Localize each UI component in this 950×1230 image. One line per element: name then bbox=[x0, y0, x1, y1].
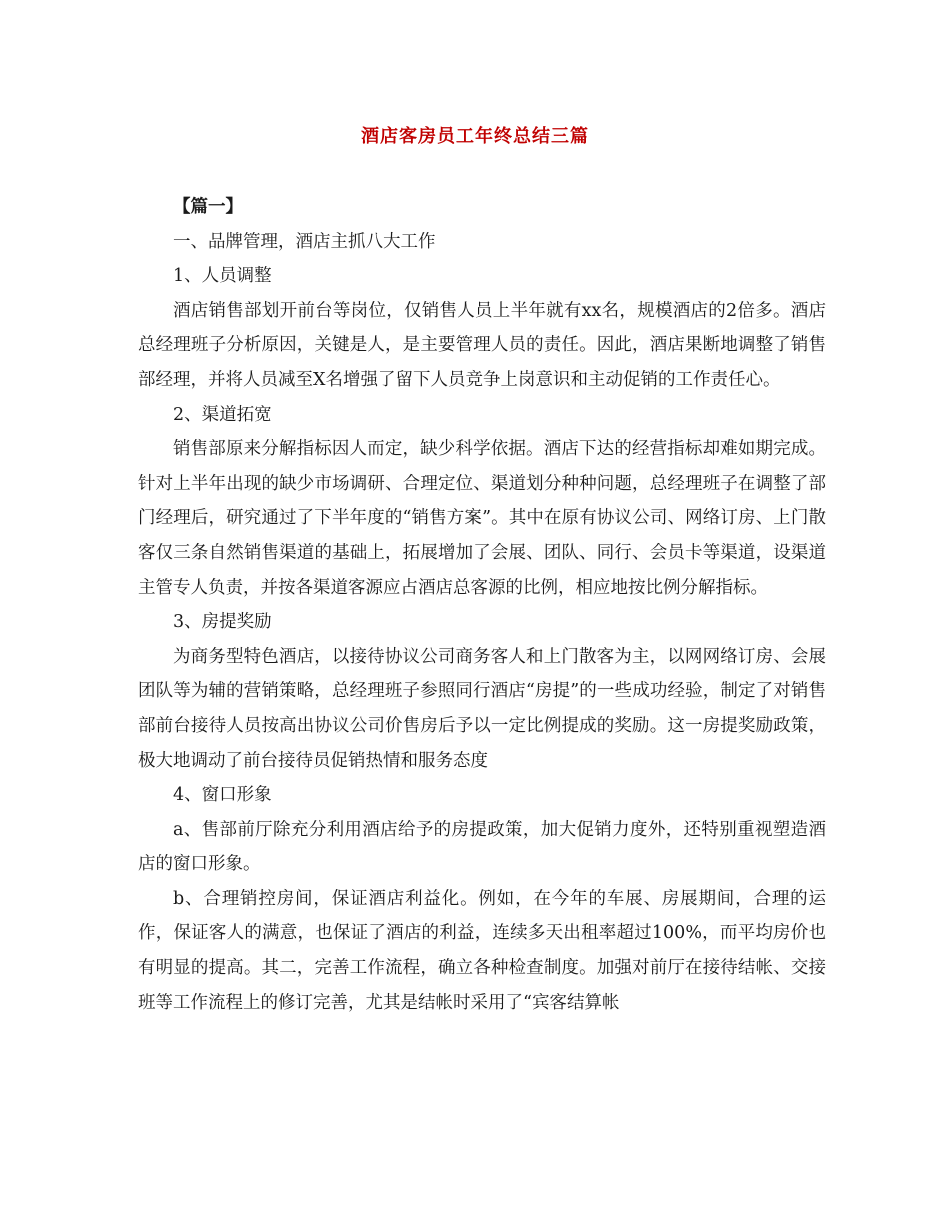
document-body bbox=[138, 190, 826, 1020]
item-heading: 3、房提奖励 bbox=[173, 612, 272, 633]
item-heading: 4、窗口形象 bbox=[173, 785, 272, 806]
main-heading: 一、品牌管理，酒店主抓八大工作 bbox=[173, 231, 436, 252]
body-paragraph: 销售部原来分解指标因人而定，缺少科学依据。酒店下达的经营指标却难如期完成。针对上半年出现的缺少市场调研、合理定位、渠道划分种种问题，总经理班子在调整了部门经理后，研究通过了下半年度的“销售方案”。其中在原有协议公司、网络订房、上门散客仅三条自然销售渠道的基础上，拓展增加了会展、团队、同行、会员卡等渠道，设渠道主管专人负责，并按各渠道客源应占酒店总客源的比例，相应地按比例分解指标。 bbox=[138, 439, 826, 598]
section-marker: 【篇一】 bbox=[173, 197, 243, 217]
document-title: 酒店客房员工年终总结三篇 bbox=[361, 126, 589, 147]
body-paragraph: 酒店销售部划开前台等岗位，仅销售人员上半年就有xx名，规模酒店的2倍多。酒店总经理班子分析原因，关键是人，是主要管理人员的责任。因此，酒店果断地调整了销售部经理，并将人员减至X名增强了留下人员竞争上岗意识和主动促销的工作责任心。 bbox=[138, 300, 826, 390]
item-heading: 1、人员调整 bbox=[173, 266, 272, 287]
body-paragraph: 为商务型特色酒店，以接待协议公司商务客人和上门散客为主，以网网络订房、会展团队等为辅的营销策略，总经理班子参照同行酒店“房提”的一些成功经验，制定了对销售部前台接待人员按高出协议公司价售房后予以一定比例提成的奖励。这一房提奖励政策，极大地调动了前台接待员促销热情和服务态度 bbox=[138, 646, 826, 771]
body-paragraph: a、售部前厅除充分利用酒店给予的房提政策，加大促销力度外，还特别重视塑造酒店的窗口形象。 bbox=[138, 819, 826, 875]
item-heading: 2、渠道拓宽 bbox=[173, 404, 272, 425]
body-paragraph: b、合理销控房间，保证酒店利益化。例如，在今年的车展、房展期间，合理的运作，保证客人的满意，也保证了酒店的利益，连续多天出租率超过100%，而平均房价也有明显的提高。其二，完善工作流程，确立各种检查制度。加强对前厅在接待结帐、交接班等工作流程上的修订完善，尤其是结帐时采用了“宾客结算帐 bbox=[138, 888, 826, 1013]
